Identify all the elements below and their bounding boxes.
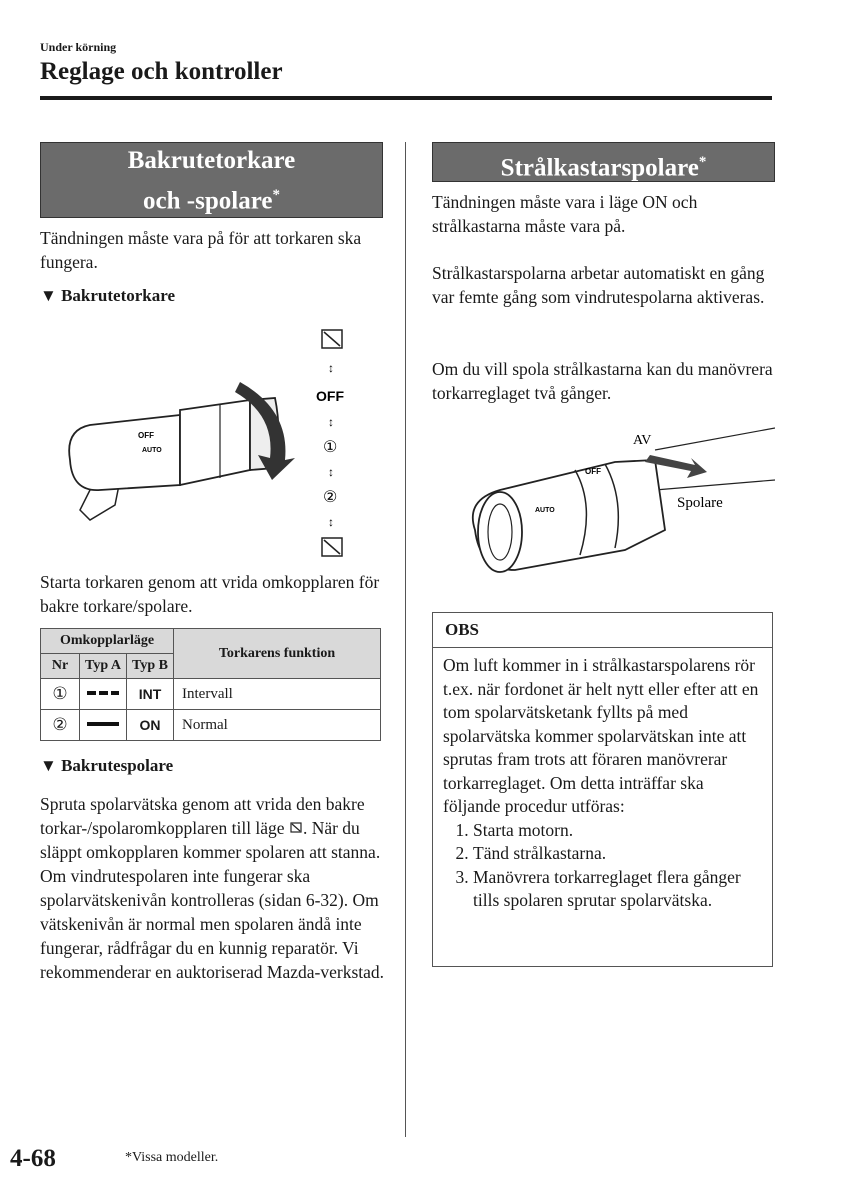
row-typb: ON xyxy=(127,710,174,741)
row-nr: ② xyxy=(41,710,80,741)
headlight-p3: Om du vill spola strålkastarna kan du manövrera torkarreglaget två gånger. xyxy=(432,359,773,403)
row-function: Normal xyxy=(174,710,381,741)
position-2-label: ② xyxy=(323,489,338,506)
column-divider xyxy=(405,142,406,1137)
page-title: Reglage och kontroller xyxy=(40,58,283,85)
table-row xyxy=(41,679,381,710)
headlight-p2: Strålkastarspolarna arbetar automatiskt en gång var femte gång som vindrutespolarna aktiveras. xyxy=(432,263,765,307)
spolare-label: Spolare xyxy=(677,495,723,511)
footnote: *Vissa modeller. xyxy=(125,1150,219,1165)
triangle-bullet-icon: ▼ xyxy=(40,286,57,305)
title-rule xyxy=(40,96,772,100)
arrow-updown-3: ↕ xyxy=(328,465,334,479)
lever-ring-front xyxy=(180,400,250,485)
rear-wiper-intro: Tändningen måste vara på för att torkaren ska fungera. xyxy=(40,228,362,272)
obs-note-box xyxy=(432,612,773,967)
rear-washer-text xyxy=(40,792,385,984)
rear-washer-subheading-text: Bakrutespolare xyxy=(61,756,174,775)
wiper-washer-icon-bottom xyxy=(322,538,342,556)
rear-wiper-subheading-text: Bakrutetorkare xyxy=(61,286,176,305)
lever-auto-label: AUTO xyxy=(535,507,555,514)
list-item: 1. Starta motorn. xyxy=(473,819,762,843)
headlight-washer-heading-text: Strålkastarspolare xyxy=(500,154,699,182)
row-function: Intervall xyxy=(174,679,381,710)
lever-grip xyxy=(69,415,180,490)
table-group-header: Omkopplarläge xyxy=(41,629,174,654)
washer-text-part2: . När du släppt omkopplaren kommer spolaren att stanna. xyxy=(40,818,381,862)
arrow-updown-1: ↕ xyxy=(328,361,334,375)
start-wiper-text: Starta torkaren genom att vrida omkopplaren för bakre torkare/spolare. xyxy=(40,572,380,616)
rear-wiper-heading xyxy=(40,142,383,218)
section-label: Under körning xyxy=(40,40,117,54)
page-number: 4-68 xyxy=(10,1145,56,1172)
spolare-leader-line xyxy=(655,480,775,490)
position-1-label: ① xyxy=(323,439,338,456)
obs-body-text: Om luft kommer in i strålkastarspolarens rör t.ex. när fordonet är helt nytt eller efter att en tom spolarvätsketank fyllts på med spolarvätska kommer spolarvätskan inte att sprutas fram trots att föraren manövrerar torkarreglaget. Om detta inträffar ska följande procedur utföras: xyxy=(443,655,759,816)
switch-position-table xyxy=(40,628,381,741)
type-a-dashed-symbol xyxy=(80,679,127,710)
list-item: 3. Manövrera torkarreglaget flera gånger tills spolaren sprutar spolarvätska. xyxy=(473,866,762,913)
heading-line2-text: och -spolare xyxy=(143,187,273,215)
headlight-washer-lever-diagram xyxy=(455,420,775,585)
rear-wiper-heading-line2 xyxy=(41,178,382,218)
av-label: AV xyxy=(633,433,652,448)
obs-title: OBS xyxy=(433,613,772,648)
lever-auto-label: AUTO xyxy=(142,447,162,454)
lever-off-label: OFF xyxy=(138,431,154,440)
rear-washer-subheading xyxy=(40,756,173,776)
obs-body xyxy=(433,648,772,913)
triangle-bullet-icon: ▼ xyxy=(40,756,57,775)
table-typb-header: Typ B xyxy=(127,654,174,679)
asterisk-mark: * xyxy=(272,187,280,203)
headlight-washer-heading xyxy=(432,142,775,182)
rear-wiper-heading-line1: Bakrutetorkare xyxy=(127,147,296,174)
asterisk-mark: * xyxy=(698,154,707,170)
table-typa-header: Typ A xyxy=(80,654,127,679)
washer-text-part1: Spruta spolarvätska genom att vrida den bakre torkar-/spolaromkopplaren till läge xyxy=(40,794,365,838)
table-function-header: Torkarens funktion xyxy=(174,629,381,679)
table-row xyxy=(41,710,381,741)
arrow-updown-2: ↕ xyxy=(328,415,334,429)
washer-symbol-icon xyxy=(289,818,303,838)
row-nr: ① xyxy=(41,679,80,710)
washer-text-part3: Om vindrutespolaren inte fungerar ska spolarvätskenivån kontrolleras (sidan 6-32). Om vätskenivån är normal men spolaren ändå inte fungerar, rådfrågar du en kunnig reparatör. Vi rekommenderar en auktoriserad Mazda-verkstad. xyxy=(40,866,385,982)
arrow-updown-4: ↕ xyxy=(328,515,334,529)
type-a-solid-symbol xyxy=(80,710,127,741)
rear-wiper-lever-diagram xyxy=(60,320,380,560)
av-leader-line xyxy=(655,428,775,450)
table-nr-header: Nr xyxy=(41,654,80,679)
list-item: 2. Tänd strålkastarna. xyxy=(473,842,762,866)
rear-wiper-subheading xyxy=(40,286,175,306)
off-position-label: OFF xyxy=(316,388,344,404)
row-typb: INT xyxy=(127,679,174,710)
wiper-washer-icon-top xyxy=(322,330,342,348)
headlight-p1: Tändningen måste vara i läge ON och strålkastarna måste vara på. xyxy=(432,192,698,236)
obs-steps-list xyxy=(443,819,762,913)
lever-off-label: OFF xyxy=(585,467,601,476)
